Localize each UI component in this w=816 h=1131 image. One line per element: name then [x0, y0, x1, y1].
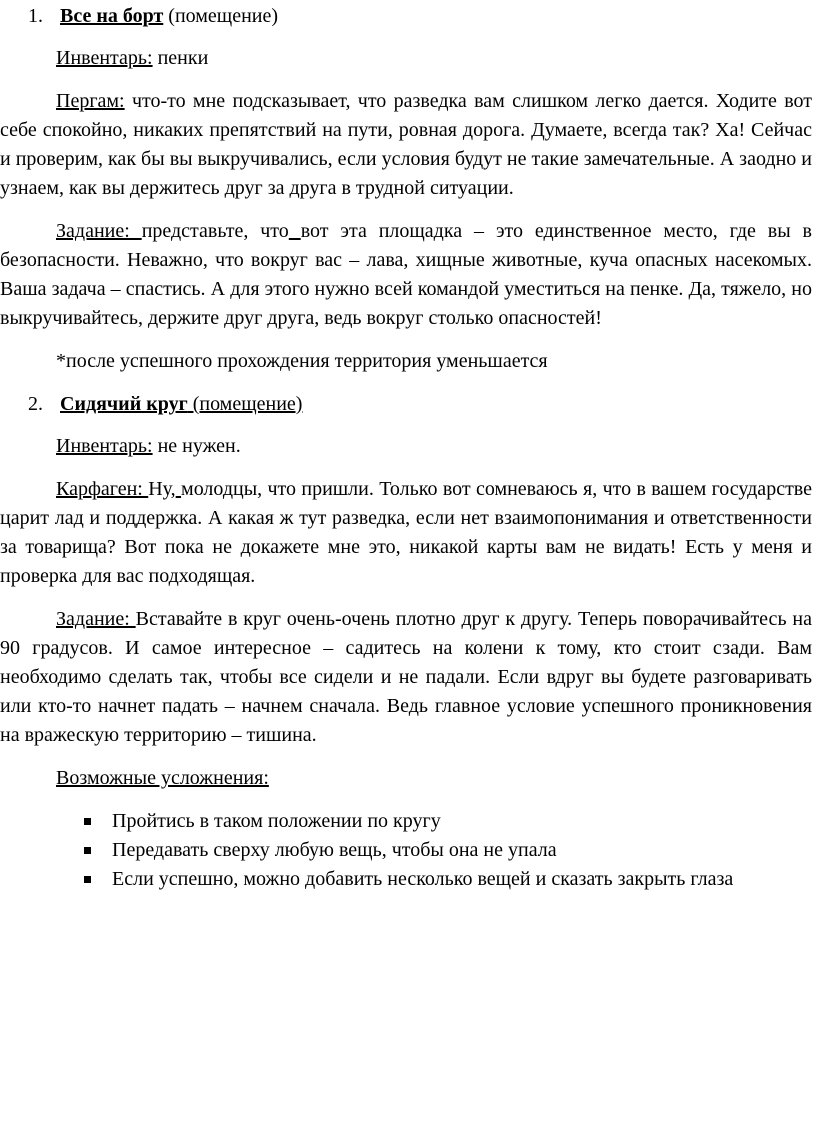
square-bullet-icon	[84, 818, 91, 825]
list-item	[0, 865, 816, 894]
complications-list	[0, 807, 816, 894]
square-bullet-icon	[84, 876, 91, 883]
square-bullet-icon	[84, 847, 91, 854]
section-1-task-text-gap	[289, 220, 301, 242]
section-1-note: *после успешного прохождения территория уменьшается	[56, 350, 548, 372]
section-1-number: 1.	[28, 5, 43, 27]
section-2-speaker-text-a: Ну,	[148, 478, 176, 500]
section-2-task-label: Задание:	[56, 608, 136, 630]
section-1-task-label: Задание:	[56, 220, 142, 242]
section-2-location: (помещение)	[187, 393, 303, 415]
section-2-speaker-label: Карфаген:	[56, 478, 149, 500]
section-1-title: Все на борт	[60, 5, 164, 27]
section-1-speaker-paragraph	[0, 87, 812, 203]
section-2-task-paragraph	[0, 605, 812, 750]
section-2-number: 2.	[28, 393, 43, 415]
section-1-inventory-value: пенки	[152, 47, 209, 69]
section-1-location: (помещение)	[168, 5, 279, 27]
section-1-inventory-label: Инвентарь:	[56, 47, 153, 69]
list-item	[0, 836, 816, 865]
list-item-text: Передавать сверху любую вещь, чтобы она не упала	[112, 839, 557, 861]
section-2-inventory-label: Инвентарь:	[56, 435, 153, 457]
section-2-complications-label	[0, 764, 812, 793]
section-2-inventory	[0, 432, 812, 461]
section-1-task-text-a: представьте, что	[141, 220, 289, 242]
list-item-text: Пройтись в таком положении по кругу	[112, 810, 441, 832]
section-2-heading	[0, 390, 816, 418]
section-2-title: Сидячий круг	[60, 393, 188, 415]
list-item-text: Если успешно, можно добавить несколько вещей и сказать закрыть глаза	[112, 868, 734, 890]
section-2-task-text: Вставайте в круг очень-очень плотно друг к другу. Теперь поворачивайтесь на 90 градусов. И самое интересное – садитесь на колени к тому, кто стоит сзади. Вам необходимо сделать так, чтобы все сидели и не падали. Если вдруг вы будете разговаривать или кто-то начнет падать – начнем сначала. Ведь главное условие успешного проникновения на вражескую территорию – тишина.	[0, 608, 812, 746]
section-1-heading	[0, 2, 816, 30]
section-1-task-text-b: вот эта площадка – это единственное место, где вы в безопасности. Неважно, что вокруг вас – лава, хищные животные, куча опасных насекомых. Ваша задача – спастись. А для этого нужно всей командой уместиться на пенке. Да, тяжело, но выкручивайтесь, держите друг друга, ведь вокруг столько опасностей!	[0, 220, 813, 329]
section-2-inventory-value: не нужен.	[152, 435, 241, 457]
section-1-speaker-label: Пергам:	[56, 90, 125, 112]
section-1-inventory	[0, 44, 812, 73]
section-2-speaker-text-b: молодцы, что пришли. Только вот сомневаюсь я, что в вашем государстве царит лад и поддержка. А какая ж тут разведка, если нет взаимопонимания и ответственности за товарища? Вот пока не докажете мне это, никакой карты вам не видать! Есть у меня и проверка для вас подходящая.	[0, 478, 813, 587]
section-1-speaker-text: что-то мне подсказывает, что разведка вам слишком легко дается. Ходите вот себе спокойно, никаких препятствий на пути, ровная дорога. Думаете, всегда так? Ха! Сейчас и проверим, как бы вы выкручивались, если условия будут не такие замечательные. А заодно и узнаем, как вы держитесь друг за друга в трудной ситуации.	[0, 90, 812, 199]
list-item	[0, 807, 816, 836]
section-2-speaker-paragraph	[0, 475, 812, 591]
complications-label: Возможные усложнения:	[56, 767, 269, 789]
section-1-task-paragraph	[0, 217, 812, 333]
